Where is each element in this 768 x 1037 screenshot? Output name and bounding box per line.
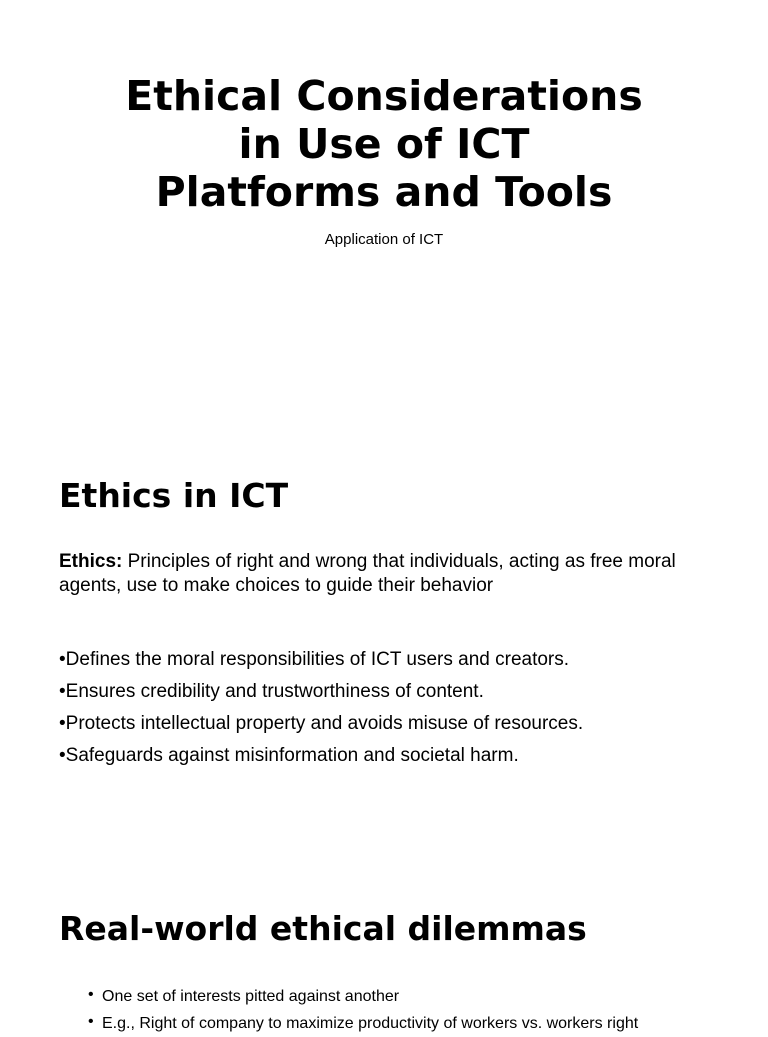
title-line-2: in Use of ICT <box>238 120 530 168</box>
ethics-bullet: • Ensures credibility and trustworthiness of content. <box>59 676 739 708</box>
ethics-bullet: • Protects intellectual property and avoids misuse of resources. <box>59 708 739 740</box>
ethics-bullet: • Defines the moral responsibilities of ICT users and creators. <box>59 644 739 676</box>
title-line-3: Platforms and Tools <box>155 168 613 216</box>
dilemmas-bullet-list <box>88 983 748 1037</box>
definition-term: Ethics: <box>59 551 123 572</box>
ethics-slide-title: Ethics in ICT <box>59 476 289 515</box>
dilemma-bullet: • One set of interests pitted against another <box>88 983 748 1010</box>
ethics-bullet: • Safeguards against misinformation and societal harm. <box>59 740 739 772</box>
dilemmas-slide-title: Real-world ethical dilemmas <box>59 909 587 948</box>
definition-text: Principles of right and wrong that individuals, acting as free moral agents, use to make choices to guide their behavior <box>59 551 676 596</box>
presentation-subtitle: Application of ICT <box>324 231 444 248</box>
dilemma-bullet: • E.g., Right of company to maximize productivity of workers vs. workers right <box>88 1010 748 1037</box>
title-line-1: Ethical Considerations <box>125 72 643 120</box>
